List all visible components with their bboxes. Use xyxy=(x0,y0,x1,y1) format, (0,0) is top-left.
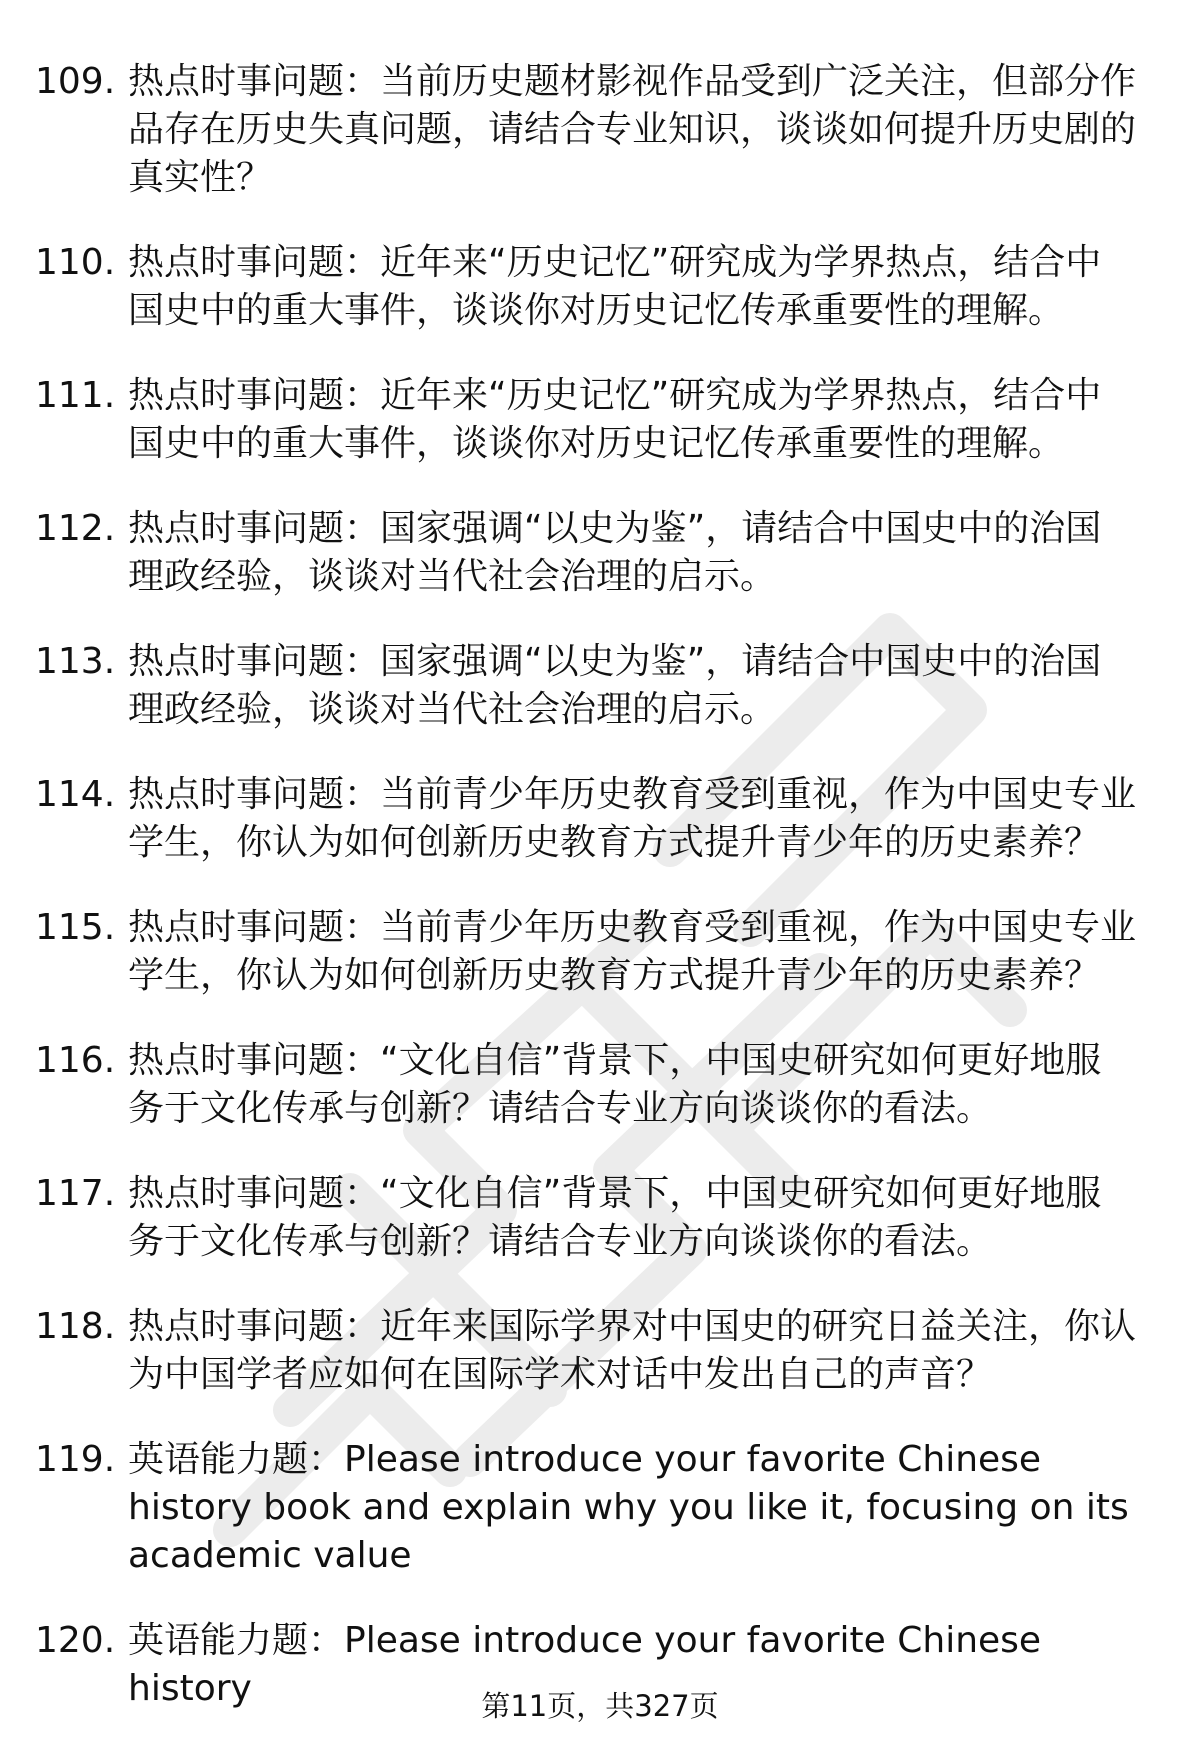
question-text: 热点时事问题：当前历史题材影视作品受到广泛关注，但部分作品存在历史失真问题，请结合专业知识，谈谈如何提升历史剧的真实性？ xyxy=(128,61,1137,198)
question-text: 热点时事问题：“文化自信”背景下，中国史研究如何更好地服务于文化传承与创新？请结合专业方向谈谈你的看法。 xyxy=(128,1173,1102,1262)
list-item xyxy=(0,771,1136,867)
question-number: 119. xyxy=(35,1439,116,1480)
question-number: 111. xyxy=(35,375,116,416)
question-number: 114. xyxy=(35,774,116,815)
question-number: 109. xyxy=(35,61,116,102)
question-text: 热点时事问题：当前青少年历史教育受到重视，作为中国史专业学生，你认为如何创新历史教育方式提升青少年的历史素养？ xyxy=(128,907,1137,996)
list-item xyxy=(0,1037,1136,1133)
list-item xyxy=(0,372,1136,468)
question-number: 116. xyxy=(35,1040,116,1081)
question-text: 热点时事问题：“文化自信”背景下，中国史研究如何更好地服务于文化传承与创新？请结合专业方向谈谈你的看法。 xyxy=(128,1040,1102,1129)
list-item xyxy=(0,904,1136,1000)
question-text: 热点时事问题：近年来“历史记忆”研究成为学界热点，结合中国史中的重大事件，谈谈你对历史记忆传承重要性的理解。 xyxy=(128,375,1102,464)
list-item xyxy=(0,1170,1136,1266)
question-number: 115. xyxy=(35,907,116,948)
question-text: 英语能力题：Please introduce your favorite Chinese history book and explain why you like it, focusing on its academic value xyxy=(128,1439,1129,1576)
list-item xyxy=(0,1303,1136,1399)
list-item xyxy=(0,505,1136,601)
page-footer xyxy=(0,1686,1200,1726)
question-number: 112. xyxy=(35,508,116,549)
question-list xyxy=(0,58,1200,1750)
list-item xyxy=(0,638,1136,734)
list-item xyxy=(0,58,1136,202)
question-text: 热点时事问题：当前青少年历史教育受到重视，作为中国史专业学生，你认为如何创新历史教育方式提升青少年的历史素养？ xyxy=(128,774,1137,863)
question-number: 117. xyxy=(35,1173,116,1214)
list-item xyxy=(0,239,1136,335)
question-text: 热点时事问题：国家强调“以史为鉴”，请结合中国史中的治国理政经验，谈谈对当代社会治理的启示。 xyxy=(128,641,1102,730)
question-number: 113. xyxy=(35,641,116,682)
question-text: 热点时事问题：国家强调“以史为鉴”，请结合中国史中的治国理政经验，谈谈对当代社会治理的启示。 xyxy=(128,508,1102,597)
question-text: 热点时事问题：近年来国际学界对中国史的研究日益关注，你认为中国学者应如何在国际学术对话中发出自己的声音？ xyxy=(128,1306,1137,1395)
question-number: 110. xyxy=(35,242,116,283)
question-number: 118. xyxy=(35,1306,116,1347)
question-number: 120. xyxy=(35,1620,116,1661)
list-item xyxy=(0,1436,1136,1580)
page-number-label: 第11页，共327页 xyxy=(481,1689,719,1723)
question-text: 英语能力题：Please introduce your favorite Chinese history xyxy=(128,1620,1042,1709)
question-text: 热点时事问题：近年来“历史记忆”研究成为学界热点，结合中国史中的重大事件，谈谈你对历史记忆传承重要性的理解。 xyxy=(128,242,1102,331)
